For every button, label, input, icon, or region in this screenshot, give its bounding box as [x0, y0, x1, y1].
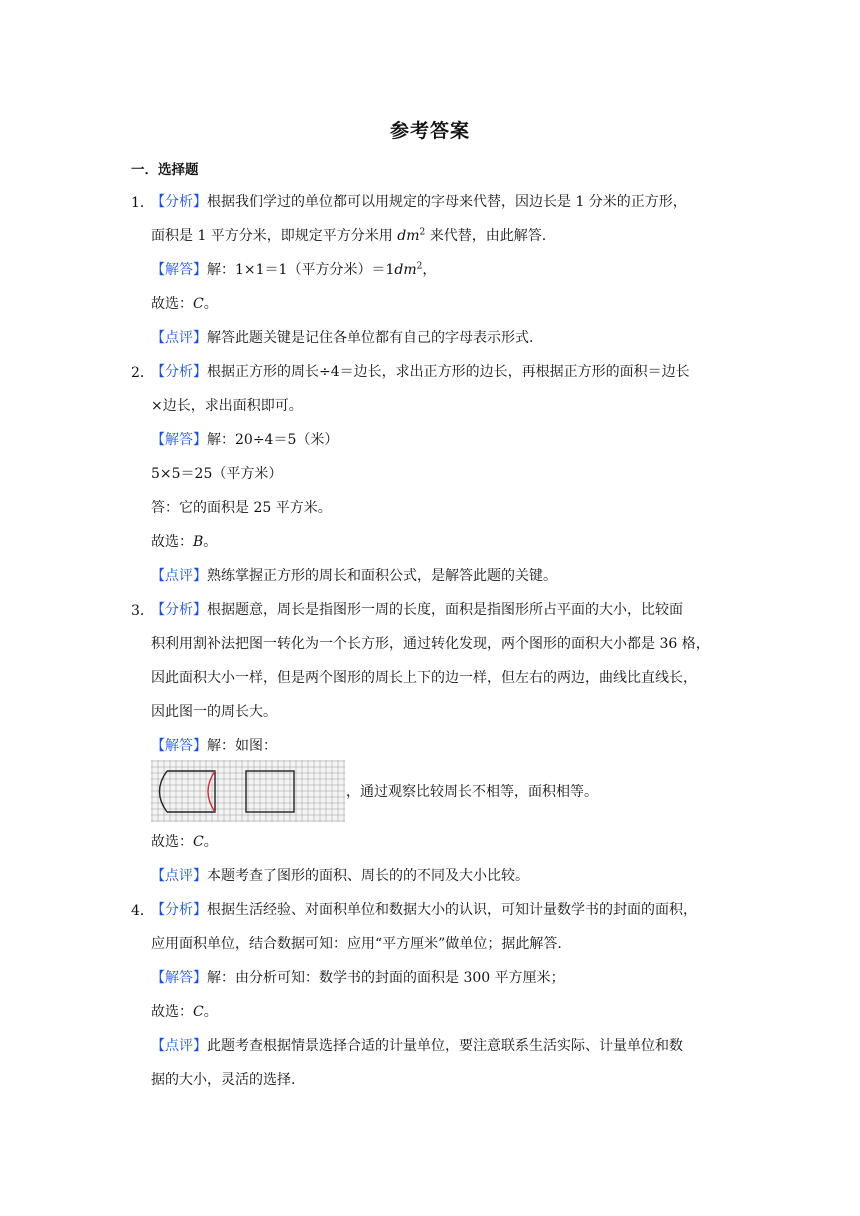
q2-analysis-line-1: 【分析】根据正方形的周长÷4＝边长，求出正方形的边长，再根据正方形的面积＝边长 — [151, 364, 690, 380]
analysis-tag: 【分析】 — [151, 194, 207, 210]
q3-comment: 【点评】本题考查了图形的面积、周长的的不同及大小比较。 — [151, 868, 529, 884]
q2-answer-line-2: 5×5＝25（平方米） — [151, 466, 283, 482]
q3-analysis-line-4: 因此图一的周长大。 — [151, 704, 277, 720]
q4-answer: 【解答】解：由分析可知：数学书的封面的面积是 300 平方厘米； — [151, 970, 565, 986]
q3-number: 3． — [131, 603, 154, 619]
q2-analysis-line-2: ×边长，求出面积即可。 — [151, 398, 303, 414]
q4-comment-line-1: 【点评】此题考查根据情景选择合适的计量单位，要注意联系生活实际、计量单位和数 — [151, 1038, 683, 1054]
q1-choice: 故选：C。 — [151, 296, 218, 312]
q3-figure-caption: ，通过观察比较周长不相等，面积相等。 — [346, 784, 598, 800]
q1-comment: 【点评】解答此题关键是记住各单位都有自己的字母表示形式. — [151, 330, 534, 346]
q1-number: 1． — [131, 195, 154, 211]
q1-answer: 【解答】解：1×1＝1（平方分米）$=1dm^2$， — [151, 261, 437, 278]
q3-analysis-line-3: 因此面积大小一样，但是两个图形的周长上下的边一样，但左右的两边，曲线比直线长， — [151, 670, 697, 686]
comment-tag: 【点评】 — [151, 330, 207, 346]
q4-choice: 故选：C。 — [151, 1004, 218, 1020]
q4-number: 4． — [131, 903, 154, 919]
q4-comment-line-2: 据的大小，灵活的选择. — [151, 1072, 296, 1088]
q2-comment: 【点评】熟练掌握正方形的周长和面积公式，是解答此题的关键。 — [151, 568, 557, 584]
q4-analysis-line-2: 应用面积单位，结合数据可知：应用“平方厘米”做单位；据此解答. — [151, 936, 562, 952]
answer-tag: 【解答】 — [151, 262, 207, 278]
section-heading: 一．选择题 — [131, 162, 199, 178]
q4-analysis-line-1: 【分析】根据生活经验、对面积单位和数据大小的认识，可知计量数学书的封面的面积， — [151, 902, 697, 918]
q3-choice: 故选：C。 — [151, 834, 218, 850]
grid-figure — [151, 760, 345, 822]
q1-analysis-line-2: 面积是 1 平方分米，即规定平方分米用 $dm^2$ 来代替，由此解答. — [151, 227, 547, 244]
q2-choice: 故选：B。 — [151, 534, 218, 550]
q1-analysis-line-1: 【分析】根据我们学过的单位都可以用规定的字母来代替，因边长是 1 分米的正方形， — [151, 194, 687, 210]
q2-answer-line-3: 答：它的面积是 25 平方米。 — [151, 500, 332, 516]
q3-answer: 【解答】解：如图： — [151, 738, 277, 754]
q2-answer-line-1: 【解答】解：20÷4＝5（米） — [151, 432, 339, 448]
q3-analysis-line-2: 积利用割补法把图一转化为一个长方形，通过转化发现，两个图形的面积大小都是 36 格， — [151, 636, 710, 652]
page-title: 参考答案 — [389, 120, 470, 142]
q3-analysis-line-1: 【分析】根据题意，周长是指图形一周的长度，面积是指图形所占平面的大小，比较面 — [151, 602, 683, 618]
q2-number: 2． — [131, 365, 154, 381]
